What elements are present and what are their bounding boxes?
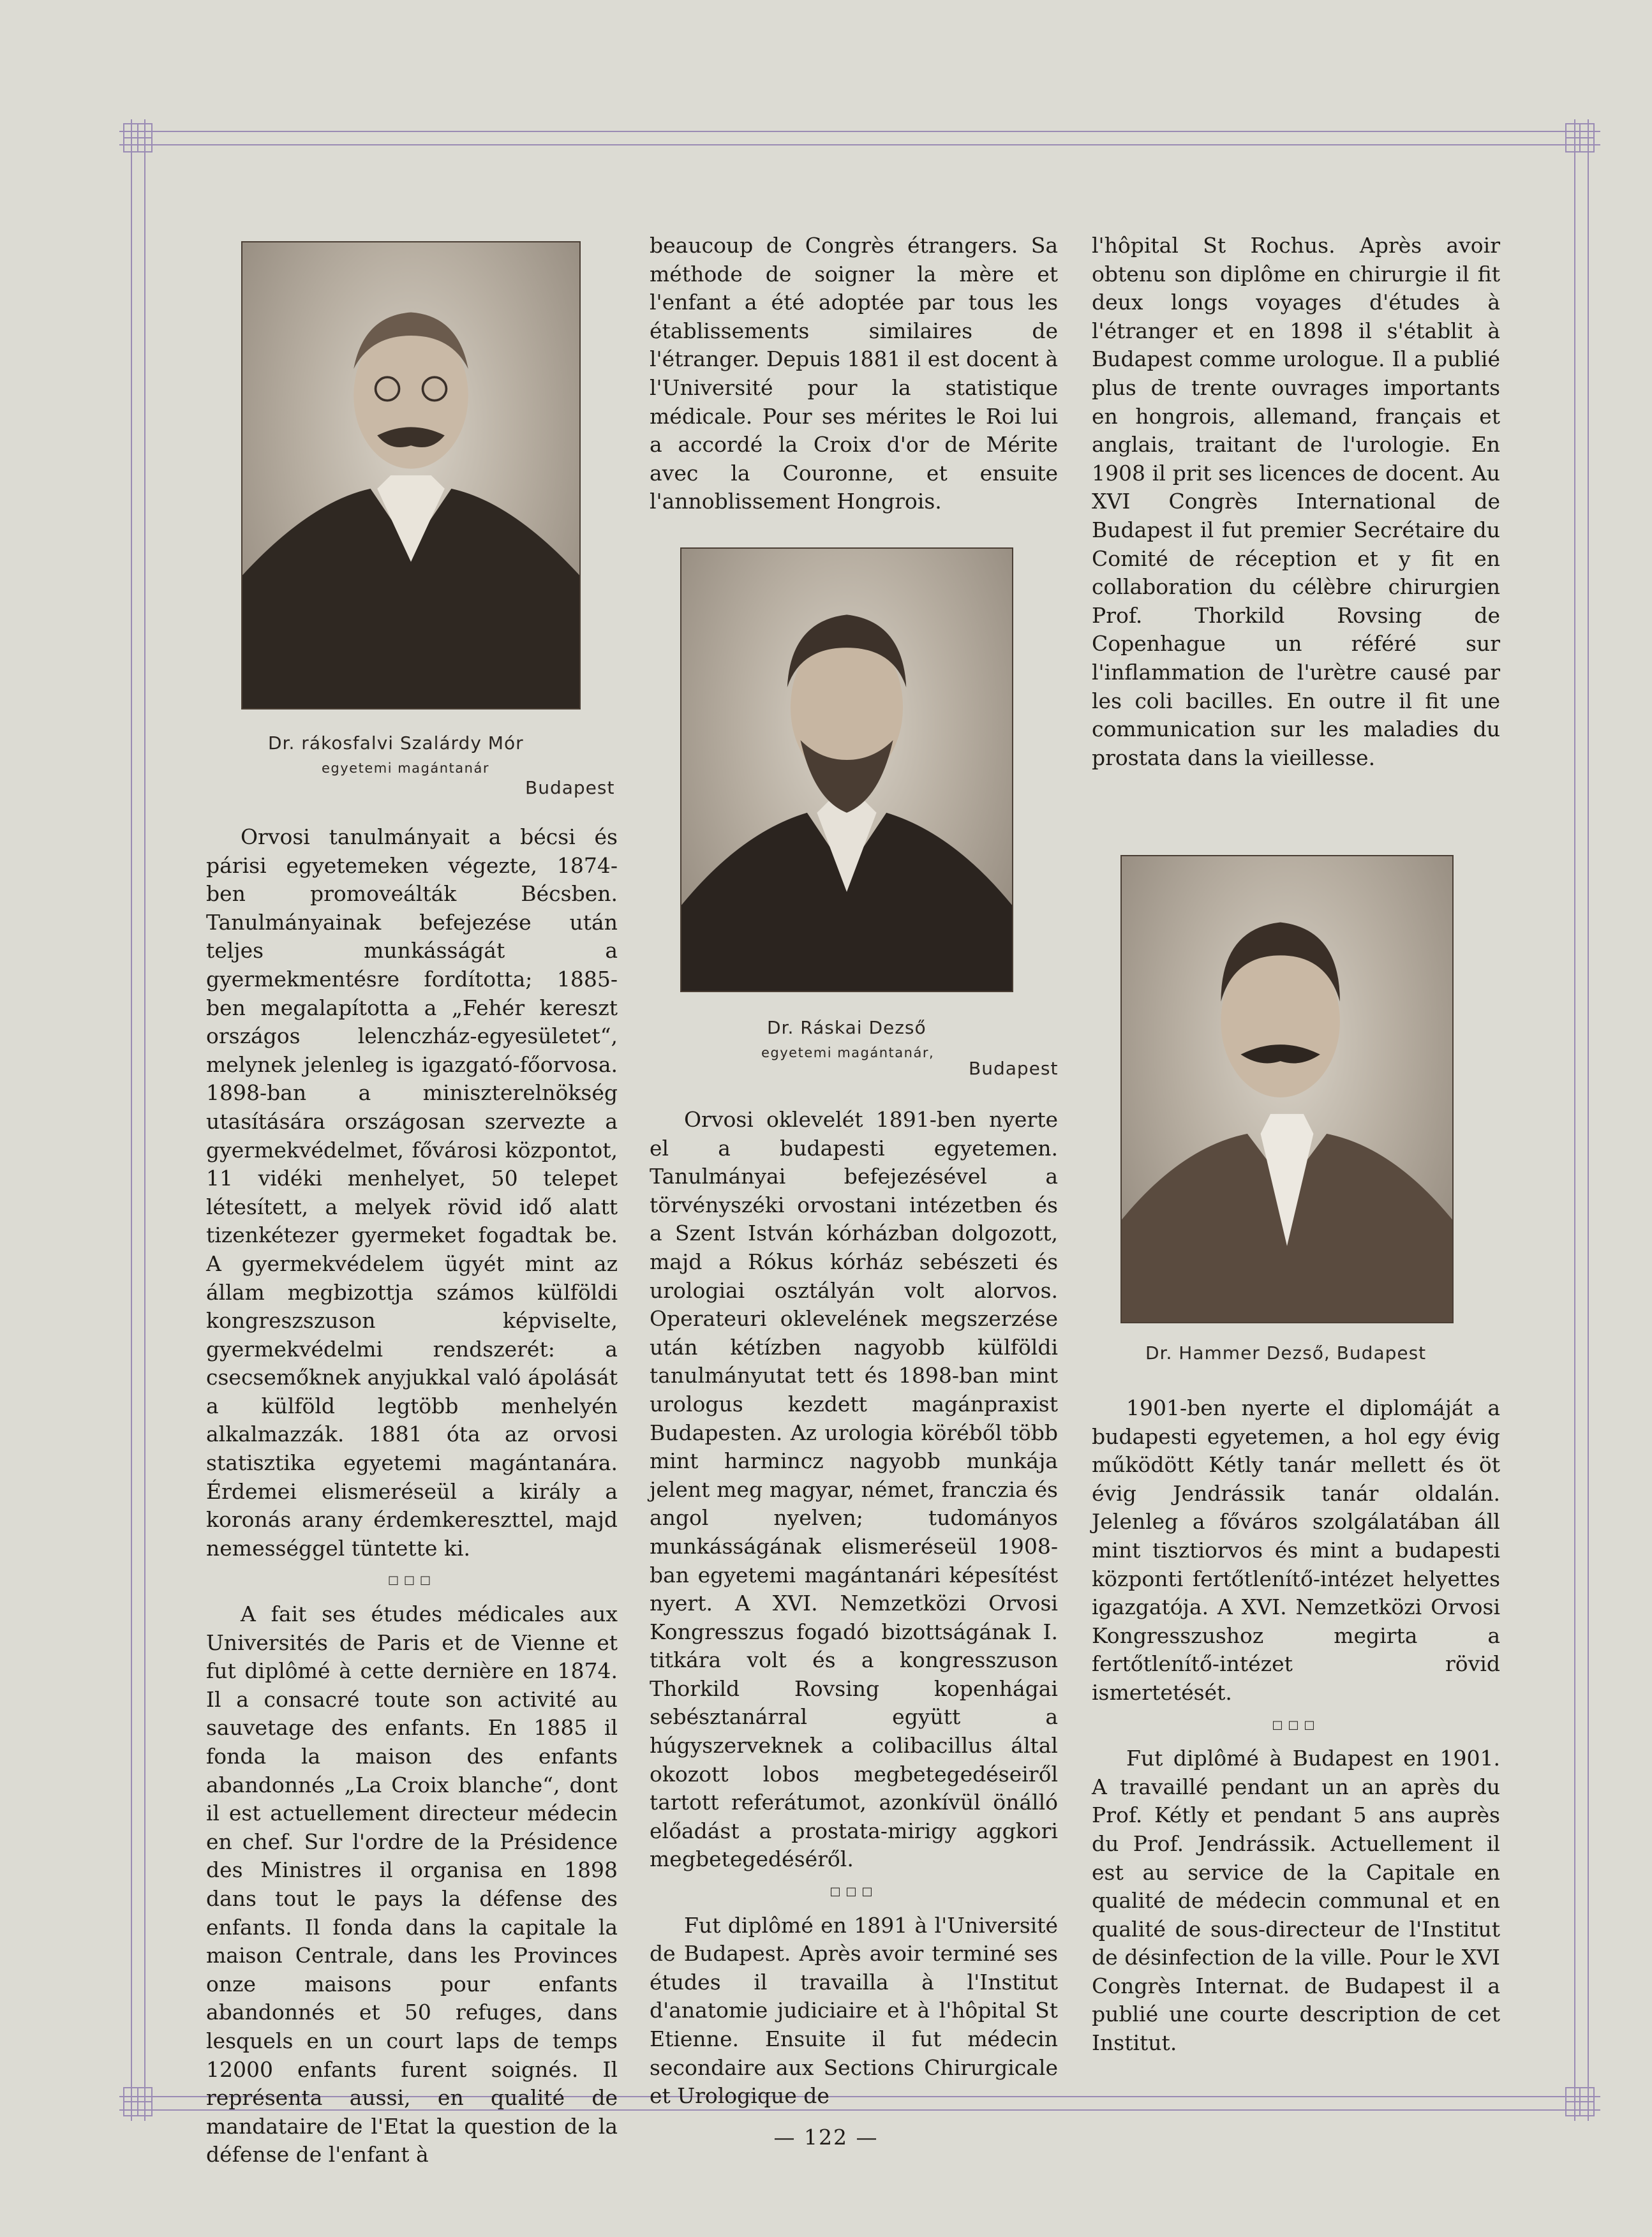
portrait-caption-city: Budapest [969,1058,1059,1079]
paragraph-french: Fut diplômé en 1891 à l'Université de Budapest. Après avoir terminé ses études il travailla à l'Institut d'anatomie judiciaire et à l'hôpital St Etienne. Ensuite il fut médecin secondaire aux Sections Chirurgicale et Urologique de [650,1912,1058,2109]
section-separator: □□□ [1272,1718,1320,1732]
section-separator: □□□ [830,1885,878,1899]
portrait-caption-name: Dr. Ráskai Dezső [767,1017,926,1038]
frame-rule-right-outer [1588,119,1589,2121]
paragraph-french: Fut diplômé à Budapest en 1901. A travaillé pendant un an après du Prof. Kétly et pendant 5 ans auprès du Prof. Jendrássik. Actuellement il est au service de la Capitale en qualité de médecin communal et en qualité de sous-directeur de l'Institut de désinfection de la ville. Pour le XVI Congrès Internat. de Budapest il a publié une courte description de cet Institut. [1092,1746,1500,2056]
portrait-caption-name: Dr. Hammer Dezső, Budapest [1145,1342,1427,1364]
portrait-caption-title: egyetemi magántanár [322,761,489,776]
paragraph-french: A fait ses études médicales aux Universités de Paris et de Vienne et fut diplômé à cette dernière en 1874. Il a consacré toute son activité au sauvetage des enfants. En 1885 il fonda la maison des enfants abandonnés „La Croix blanche“, dont il est actuellement directeur médecin en chef. Sur l'ordre de la Présidence des Ministres il organisa en 1898 dans tout le pays la défense des enfants. Il fonda dans la capitale la maison Centrale, dans les Provinces onze maisons pour enfants abandonnés et 50 refuges, dans lesquels en un court laps de temps 12000 enfants furent soignés. Il représenta aussi, en qualité de mandataire de l'Etat la question de la défense de l'enfant à [206,1602,618,2167]
portrait-caption-city: Budapest [525,777,615,798]
frame-rule-right-inner [1574,119,1575,2121]
paragraph-french-continued: l'hôpital St Rochus. Après avoir obtenu son diplôme en chirurgie il fit deux longs voyages d'études à l'étranger et en 1898 il s'établit à Budapest comme urologue. Il a publié plus de trente ouvrages importants en hongrois, allemand, français et anglais, traitant de l'urologie. En 1908 il prit ses licences de docent. Au XVI Congrès International de Budapest il fut premier Secrétaire du Comité de réception et y fit en collaboration du célèbre chirurgien Prof. Thorkild Rovsing de Copenhague un référé sur l'inflammation de l'urètre causé par les coli bacilles. En outre il fit une communication sur les maladies du prostata dans la vieillesse. [1092,233,1500,770]
frame-corner-ornament [123,123,153,152]
text-column-right-lower [1092,1394,1500,2058]
text-column-middle [650,232,1058,516]
portrait-photo [241,241,581,710]
paragraph-hungarian: 1901-ben nyerte el diplomáját a budapesti egyetemen, a hol egy évig működött Kétly tanár mellett és öt évig Jendrássik tanár oldalán. Jelenleg a főváros szolgálatában áll mint tisztiorvos és mint a budapesti központi fertőtlenítő-intézet helyettes igazgatója. A XVI. Nemzetközi Orvosi Kongresszushoz megirta a fertőtlenítő-intézet rövid ismertetését. [1092,1395,1500,1705]
frame-rule-top-outer [119,131,1600,132]
portrait-caption-title: egyetemi magántanár, [761,1045,935,1060]
text-column-middle-lower [650,1106,1058,2111]
frame-corner-ornament [1565,123,1595,152]
frame-rule-left-inner [144,119,145,2121]
paragraph-french-continued: beaucoup de Congrès étrangers. Sa méthode de soigner la mère et l'enfant a été adoptée par tous les établissements similaires de l'étranger. Depuis 1881 il est docent à l'Université pour la statistique médicale. Pour ses mérites le Roi lui a accordé la Croix d'or de Mérite avec la Couronne, et ensuite l'annoblissement Hongrois. [650,233,1058,514]
portrait-caption-name: Dr. rákosfalvi Szalárdy Mór [268,732,524,754]
text-column-left [206,823,618,2169]
frame-corner-ornament [1565,2087,1595,2116]
page-number: — 122 — [773,2125,879,2150]
frame-corner-ornament [123,2087,153,2116]
text-column-right [1092,232,1500,772]
frame-rule-top-inner [119,144,1600,145]
portrait-photo [1120,855,1454,1323]
section-separator: □□□ [387,1573,436,1587]
frame-rule-left-outer [131,119,132,2121]
paragraph-hungarian: Orvosi tanulmányait a bécsi és párisi egyetemeken végezte, 1874-ben promoveálták Bécsben. Tanulmányainak befejezése után teljes munkásságát a gyermekmentésre fordította; 1885-ben megalapította a „Fehér kereszt országos lelenczház-egyesületet“, melynek jelenleg is igazgató-főorvosa. 1898-ban a miniszterelnökség utasítására országosan szervezte a gyermekvédelmet, fővárosi központot, 11 vidéki menhelyet, 50 telepet létesített, a melyek rövid idő alatt tizenkétezer gyermeket fogadtak be. A gyermekvédelem ügyét mint az állam megbizottja számos külföldi kongreszszuson képviselte, gyermekvédelmi rendszerét: a csecsemőknek anyjukkal való ápolását a külföld legtöbb menhelyén alkalmazzák. 1881 óta az orvosi statisztika egyetemi magántanára. Érdemei elismeréseül a király a koronás arany érdemkereszttel, majd nemességgel tüntette ki. [206,824,618,1561]
paragraph-hungarian: Orvosi oklevelét 1891-ben nyerte el a budapesti egyetemen. Tanulmányai befejezésével a törvényszéki orvostani intézetben és a Szent István kórházban dolgozott, majd a Rókus kórház sebészeti és urologiai osztályán volt alorvos. Operateuri oklevelének megszerzése után kétízben nagyobb külföldi tanulmányutat tett és 1898-ban mint urologus kezdett magánpraxist Budapesten. Az urologia köréből több mint harmincz nagyobb munkája jelent meg magyar, német, franczia és angol nyelven; tudományos munkásságának elismeréseül 1908-ban egyetemi magántanári képesítést nyert. A XVI. Nemzetközi Orvosi Kongresszus fogadó bizottságának I. titkára volt és a kongresszuson Thorkild Rovsing kopenhágai sebésztanárral együtt a húgyszerveknek a colibacillus által okozott lobos megbetegedéseiről tartott referátumot, azonkívül önálló előadást a prostata-mirigy aggkori megbetegedéséről. [650,1107,1058,1872]
portrait-photo [680,547,1013,992]
